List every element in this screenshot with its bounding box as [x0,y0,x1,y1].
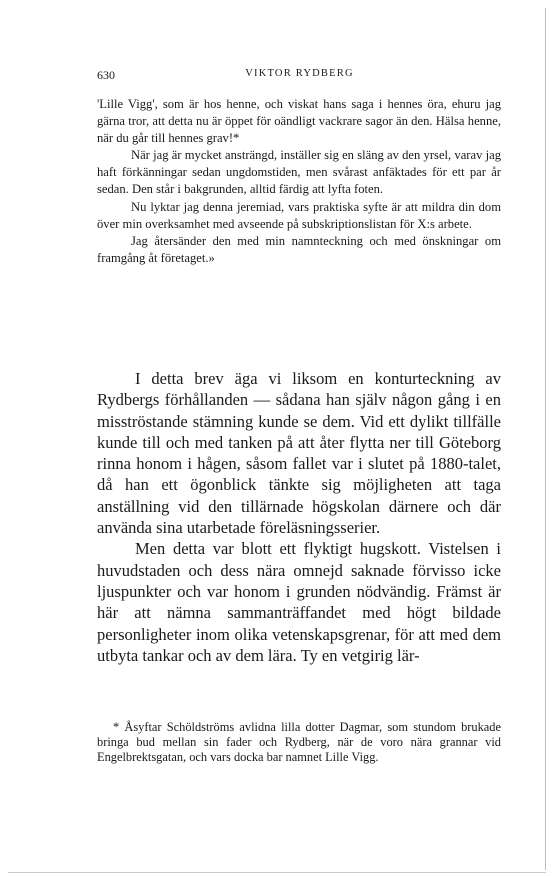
quote-paragraph: När jag är mycket ansträngd, inställer sig en släng av den yrsel, varav jag haft förkänningar sedan ungdomstiden, men svårast anfäktades för ett par år sedan. Den står i bakgrunden, alltid färdig att lyfta foten. [97,148,501,197]
page-edge-bottom [8,872,546,873]
quote-paragraph: Nu lyktar jag denna jeremiad, vars praktiska syfte är att mildra din dom över min overksamhet med avseende på subskriptionslistan för X:s arbete. [97,199,501,231]
quoted-letter [97,96,501,267]
body-paragraph: Men detta var blott ett flyktigt hugskott. Vistelsen i huvudstaden och dess nära omnejd saknade förvisso icke ljuspunkter och var honom i grunden nödvändig. Främst är här att nämna sammanträffandet med högt bildade personligheter inom olika vetenskapsgrenar, för att med dem utbyta tankar och av dem lära. Ty en vetgirig lär- [97,539,501,665]
page-header [97,68,502,84]
footnote [97,720,501,765]
quote-paragraph: 'Lille Vigg', som är hos henne, och viskat hans saga i hennes öra, ehuru jag gärna tror, att detta nu är öppet för oändligt vackrare sagor än den. Hälsa henne, när du går till hennes grav!* [97,97,501,146]
body-text [97,368,501,666]
page-edge-right [545,8,546,870]
page-number: 630 [97,68,115,82]
footnote-text: * Åsyftar Schöldströms avlidna lilla dotter Dagmar, som stundom brukade bringa bud mellan sin fader och Rydberg, när de voro nära grannar vid Engelbrektsgatan, och vars docka bar namnet Lille Vigg. [97,720,501,764]
quote-paragraph: Jag återsänder den med min namnteckning och med önskningar om framgång åt företaget.» [97,233,501,265]
body-paragraph: I detta brev äga vi liksom en konturteckning av Rydbergs förhållanden — sådana han själv någon gång i en misströstande stämning kunde se dem. Vid ett dylikt tillfälle kunde till och med tanken på att åter flytta ner till Göteborg rinna honom i hågen, såsom fallet var i slutet på 1880-talet, då han ett ögonblick tänkte sig möjligheten att taga anställning vid den tillärnade högskolan därnere och där använda sina utarbetade föreläsningsserier. [97,369,501,538]
running-head: VIKTOR RYDBERG [245,68,354,79]
